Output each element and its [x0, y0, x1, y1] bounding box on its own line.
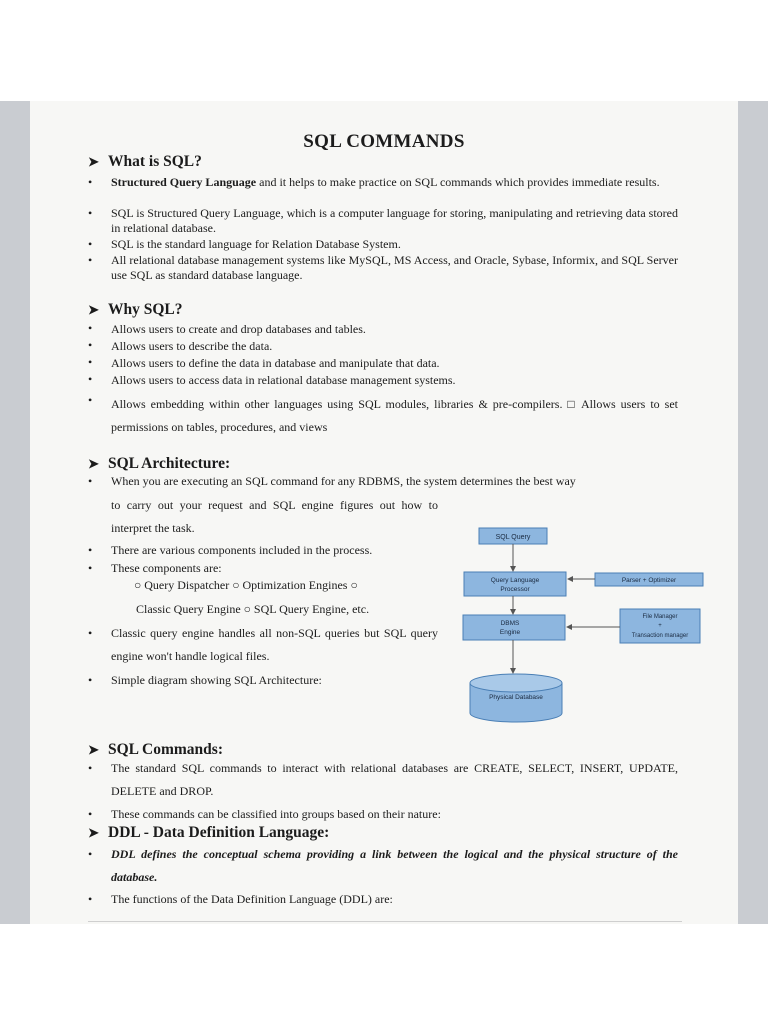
bullet-icon: • — [88, 847, 93, 861]
heading-why-sql — [88, 301, 183, 319]
arrow-bullet-icon: ➤ — [88, 825, 99, 840]
page-title: SQL COMMANDS — [303, 131, 465, 152]
list-item — [111, 175, 678, 190]
list-item: These components are: — [111, 561, 222, 575]
heading-ddl — [88, 824, 329, 842]
item-text: and it helps to make practice on SQL commands which provides immediate results. — [256, 175, 660, 189]
page-cut-divider — [88, 921, 682, 922]
bullet-icon: • — [88, 761, 93, 775]
heading-what-is-sql — [88, 153, 202, 171]
right-border-strip — [738, 101, 768, 924]
list-item: Classic query engine handles all non-SQL queries but SQL query engine won't handle logical files. — [111, 626, 438, 663]
fm-label-line1: File Manager — [642, 614, 678, 620]
bullet-icon: • — [88, 237, 93, 251]
document-page — [30, 101, 738, 924]
list-item: SQL is Structured Query Language, which is a computer language for storing, manipulating and retrieving data stored in relational database. — [111, 206, 678, 235]
arrow-bullet-icon: ➤ — [88, 154, 99, 169]
bullet-icon: • — [88, 206, 93, 220]
bullet-icon: • — [88, 626, 93, 640]
heading-text: Why SQL? — [108, 301, 183, 318]
emphasis-text: Structured Query Language — [111, 175, 257, 189]
bullet-icon: • — [88, 892, 93, 906]
bullet-icon: • — [88, 543, 93, 557]
heading-text: SQL Commands: — [108, 741, 223, 758]
list-item: The functions of the Data Definition Language (DDL) are: — [111, 892, 393, 906]
bullet-icon: • — [88, 253, 93, 267]
bullet-icon: • — [88, 175, 93, 189]
dbms-label-line1: DBMS — [500, 620, 520, 627]
list-item: Allows users to access data in relational database management systems. — [111, 373, 456, 387]
list-item: All relational database management systems like MySQL, MS Access, and Oracle, Sybase, Informix, and SQL Server use SQL as standard database language. — [111, 253, 678, 282]
heading-text: What is SQL? — [108, 153, 202, 170]
component-list-line: ○ Query Dispatcher ○ Optimization Engines ○ — [134, 578, 358, 592]
dbms-engine-box — [463, 615, 565, 640]
bullet-icon: • — [88, 338, 93, 352]
fm-label-line2: + — [658, 623, 662, 629]
bullet-icon: • — [88, 474, 93, 488]
list-item: Allows embedding within other languages using SQL modules, libraries & pre-compilers. □ Allows users to set permissions on tables, procedures, and views — [111, 397, 678, 434]
sql-architecture-diagram — [458, 521, 708, 731]
bullet-icon: • — [88, 372, 93, 386]
fm-label-line3: Transaction manager — [631, 633, 689, 639]
list-item: SQL is the standard language for Relation Database System. — [111, 237, 401, 251]
arrow-bullet-icon: ➤ — [88, 302, 99, 317]
bullet-icon: • — [88, 355, 93, 369]
list-item-continuation: to carry out your request and SQL engine figures out how to interpret the task. — [111, 498, 438, 535]
list-item: Allows users to define the data in database and manipulate that data. — [111, 356, 440, 370]
left-border-strip — [0, 101, 30, 924]
list-item-line: When you are executing an SQL command for any RDBMS, the system determines the best way — [111, 474, 576, 488]
arrow-bullet-icon: ➤ — [88, 456, 99, 471]
bullet-icon: • — [88, 807, 93, 821]
list-item: The standard SQL commands to interact with relational databases are CREATE, SELECT, INSERT, UPDATE, DELETE and DROP. — [111, 761, 678, 798]
heading-text: SQL Architecture: — [108, 455, 231, 472]
bullet-icon: • — [88, 673, 93, 687]
list-item: Simple diagram showing SQL Architecture: — [111, 673, 322, 687]
list-item: DDL defines the conceptual schema providing a link between the logical and the physical structure of the database. — [111, 847, 678, 884]
heading-text: DDL - Data Definition Language: — [108, 824, 330, 841]
heading-sql-architecture — [88, 455, 230, 473]
bullet-icon: • — [88, 321, 93, 335]
qlp-label-line2: Processor — [500, 586, 530, 593]
bullet-icon: • — [88, 561, 93, 575]
list-item: Allows users to describe the data. — [111, 339, 273, 353]
list-item: There are various components included in the process. — [111, 543, 373, 557]
bullet-icon: • — [88, 393, 93, 407]
arrow-bullet-icon: ➤ — [88, 742, 99, 757]
list-item: These commands can be classified into groups based on their nature: — [111, 807, 441, 821]
sql-query-label: SQL Query — [495, 534, 531, 541]
list-item: Allows users to create and drop databases and tables. — [111, 322, 366, 336]
qlp-label-line1: Query Language — [490, 577, 540, 584]
component-list-line: Classic Query Engine ○ SQL Query Engine, etc. — [136, 602, 370, 616]
physical-database-label: Physical Database — [489, 694, 543, 701]
parser-optimizer-label: Parser + Optimizer — [621, 577, 677, 584]
dbms-label-line2: Engine — [499, 629, 521, 636]
